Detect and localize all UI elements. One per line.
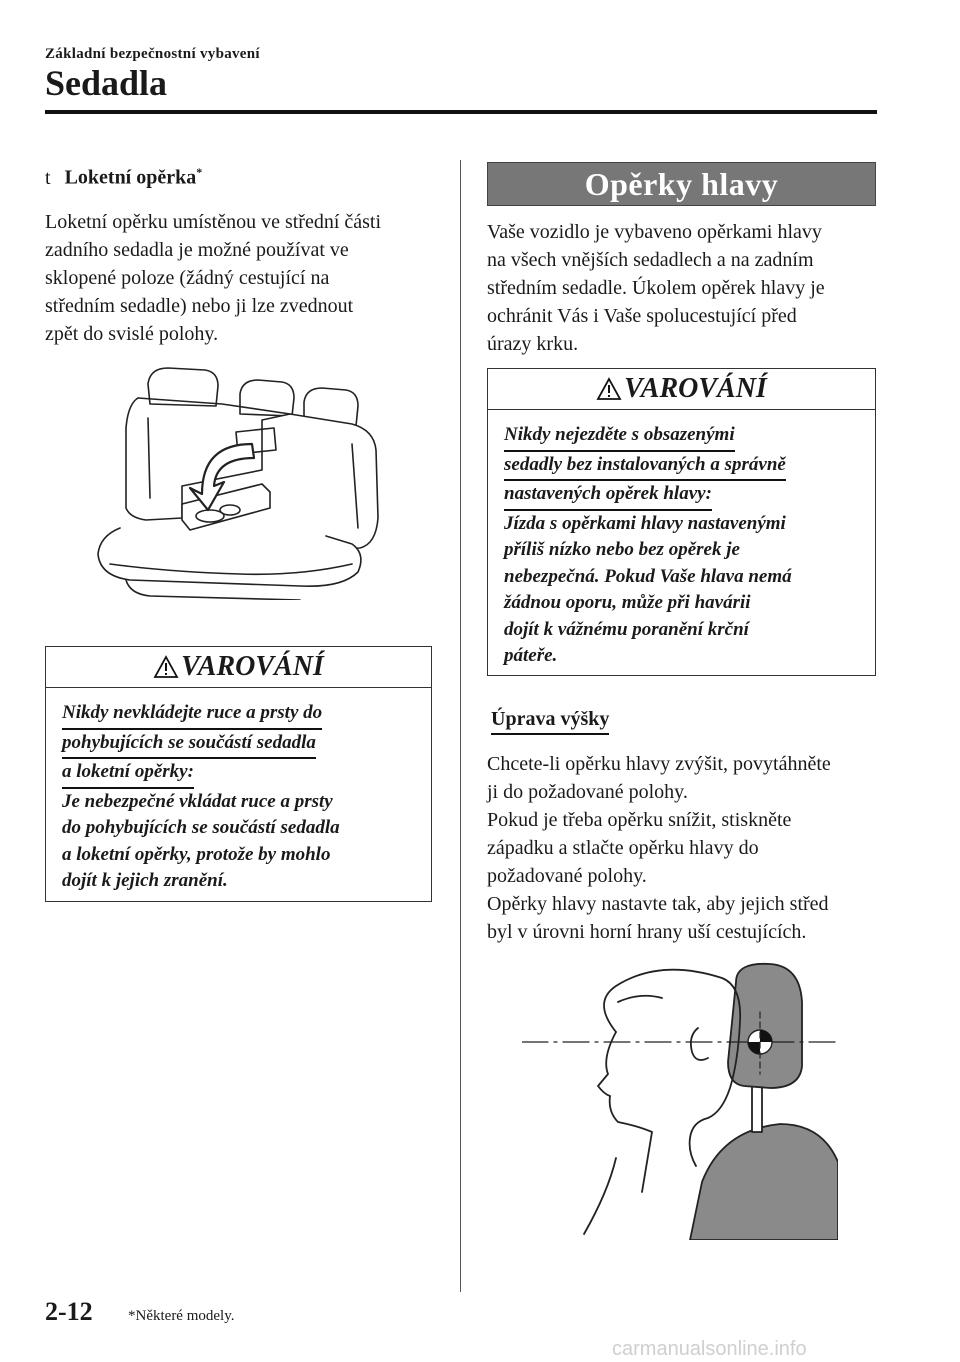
text-line: sklopené poloze (žádný cestující na	[45, 267, 330, 289]
armrest-warning-box	[45, 646, 432, 902]
warning-underlined-line: nastavených opěrek hlavy:	[504, 481, 712, 511]
headrest-description	[487, 218, 877, 358]
subheading-text: Loketní opěrka	[64, 166, 197, 189]
warning-text	[46, 688, 431, 909]
warning-underlined-line: a loketní opěrky:	[62, 759, 194, 789]
warning-line: dojít k vážnému poranění krční	[504, 618, 749, 640]
text-line: byl v úrovni horní hrany uší cestujících.	[487, 921, 807, 943]
text-line: středním sedadle) nebo ji lze zvednout	[45, 295, 354, 317]
text-line: ochránit Vás i Vaše spolucestující před	[487, 305, 797, 327]
armrest-subheading	[45, 165, 202, 190]
warning-header	[488, 369, 875, 410]
rear-seat-armrest-illustration	[90, 358, 390, 600]
warning-line: Jízda s opěrkami hlavy nastavenými	[504, 512, 786, 534]
page-title: Sedadla	[45, 63, 168, 103]
title-divider	[45, 110, 877, 114]
headrest-position-illustration	[522, 962, 838, 1240]
text-line: západku a stlačte opěrku hlavy do	[487, 837, 759, 859]
text-line: na všech vnějších sedadlech a na zadním	[487, 249, 814, 271]
column-divider	[460, 160, 461, 1292]
warning-triangle-icon	[596, 377, 622, 401]
warning-triangle-icon	[153, 655, 179, 679]
text-line: požadované polohy.	[487, 865, 647, 887]
headrest-warning-box	[487, 368, 876, 676]
text-line: Opěrky hlavy nastavte tak, aby jejich střed	[487, 893, 829, 915]
warning-line: Je nebezpečné vkládat ruce a prsty	[62, 790, 333, 812]
warning-line: a loketní opěrky, protože by mohlo	[62, 843, 331, 865]
section-label: Základní bezpečnostní vybavení	[45, 46, 260, 62]
warning-underlined-line: sedadly bez instalovaných a správně	[504, 452, 786, 482]
warning-line: dojít k jejich zranění.	[62, 870, 228, 891]
warning-title: VAROVÁNÍ	[624, 373, 767, 404]
warning-underlined-line: pohybujících se součástí sedadla	[62, 730, 316, 760]
warning-line: nebezpečná. Pokud Vaše hlava nemá	[504, 565, 792, 587]
text-line: úrazy krku.	[487, 333, 579, 355]
watermark: carmanualsonline.info	[612, 1338, 807, 1360]
asterisk-note: *	[196, 165, 203, 179]
text-line: zadního sedadla je možné používat ve	[45, 239, 349, 261]
warning-line: páteře.	[504, 645, 558, 666]
text-line: středním sedadle. Úkolem opěrek hlavy je	[487, 277, 825, 299]
warning-line: žádnou oporu, může při havárii	[504, 592, 751, 613]
warning-header	[46, 647, 431, 688]
text-line: zpět do svislé polohy.	[45, 323, 219, 345]
text-line: ji do požadované polohy.	[487, 781, 688, 803]
footnote: *Některé modely.	[128, 1308, 235, 1324]
text-line: Loketní opěrku umístěnou ve střední části	[45, 211, 382, 233]
text-line: Chcete-li opěrku hlavy zvýšit, povytáhněte	[487, 753, 831, 775]
warning-title: VAROVÁNÍ	[181, 651, 324, 682]
height-adjust-description	[487, 750, 887, 946]
headrest-banner: Opěrky hlavy	[487, 162, 876, 206]
armrest-description	[45, 208, 445, 348]
text-line: Vaše vozidlo je vybaveno opěrkami hlavy	[487, 221, 822, 243]
warning-line: příliš nízko nebo bez opěrek je	[504, 539, 740, 560]
warning-underlined-line: Nikdy nevkládejte ruce a prsty do	[62, 700, 322, 730]
height-adjust-subheading: Úprava výšky	[491, 708, 609, 735]
bullet-glyph: t	[45, 166, 51, 189]
warning-underlined-line: Nikdy nejezděte s obsazenými	[504, 422, 735, 452]
warning-text	[488, 410, 875, 684]
text-line: Pokud je třeba opěrku snížit, stiskněte	[487, 809, 792, 831]
page-number: 2-12	[45, 1297, 93, 1326]
warning-line: do pohybujících se součástí sedadla	[62, 817, 340, 838]
